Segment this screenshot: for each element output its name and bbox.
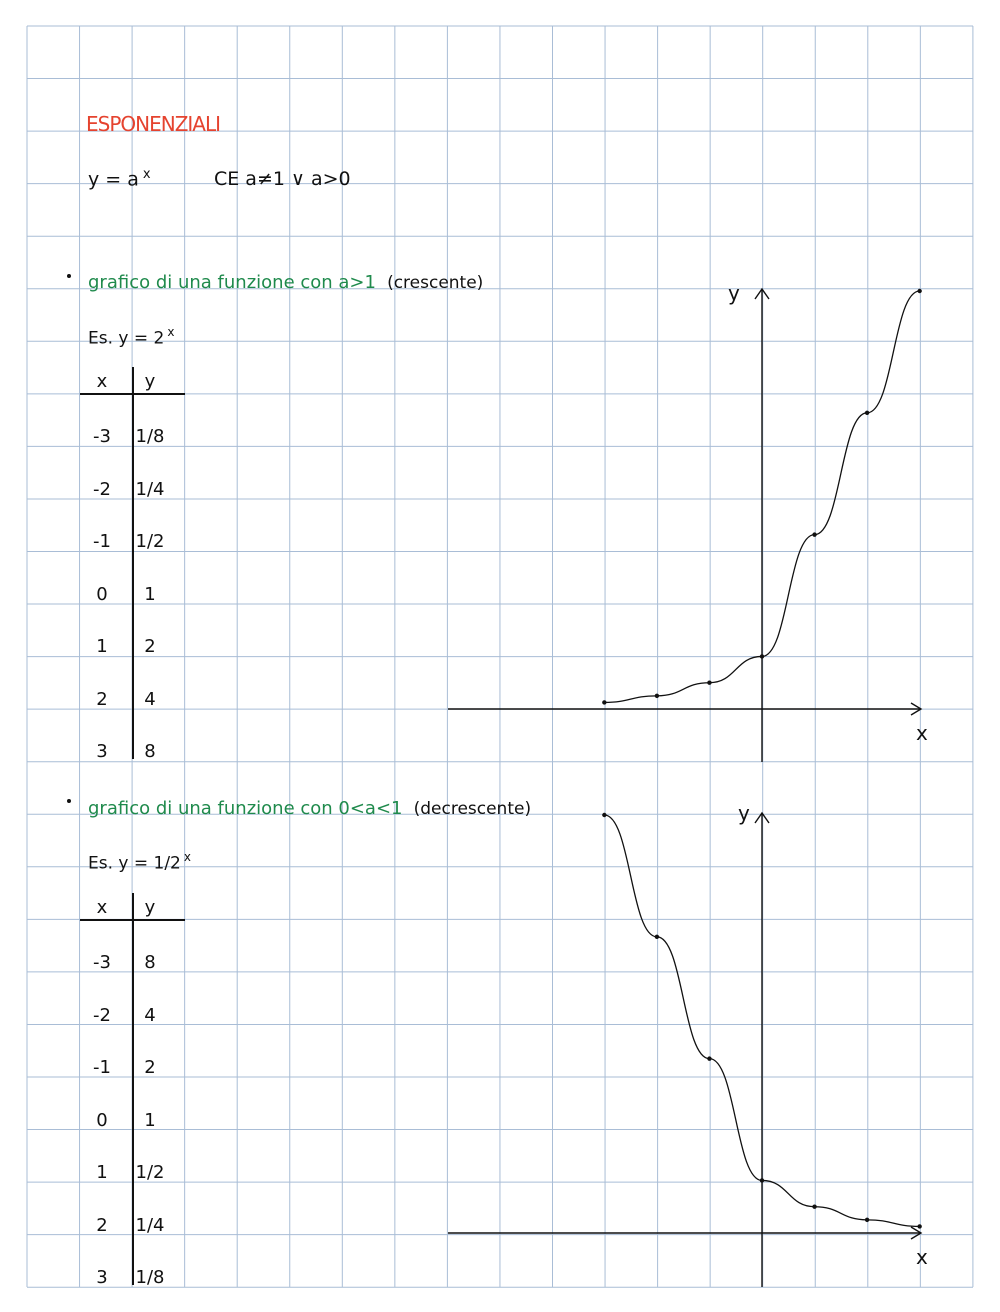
table-cell-x: 1 bbox=[96, 636, 108, 657]
data-point bbox=[760, 1178, 764, 1182]
table-cell-y: 2 bbox=[144, 636, 156, 657]
table-cell-y: 1/2 bbox=[135, 1162, 165, 1183]
table-cell-y: 1/8 bbox=[135, 1267, 165, 1288]
formula-exponent: x bbox=[142, 167, 151, 182]
table-cell-x: 2 bbox=[96, 688, 108, 710]
section2-heading: grafico di una funzione con 0<a<1 bbox=[88, 798, 403, 819]
table-cell-y: 1 bbox=[144, 583, 156, 605]
data-point bbox=[865, 1218, 869, 1222]
table-cell-x: 0 bbox=[96, 583, 108, 605]
table-header-y: y bbox=[144, 897, 156, 918]
table-cell-y: 2 bbox=[144, 1057, 156, 1078]
table-cell-x: 3 bbox=[96, 1267, 108, 1288]
formula-base: y = a bbox=[88, 168, 139, 191]
table-cell-y: 4 bbox=[144, 688, 156, 710]
y-axis-label: y bbox=[728, 281, 740, 305]
page-title: ESPONENZIALI bbox=[86, 112, 221, 136]
table-header-x: x bbox=[96, 897, 108, 918]
section1-heading: grafico di una funzione con a>1 bbox=[88, 272, 376, 293]
data-point bbox=[655, 935, 659, 939]
table-cell-y: 1 bbox=[144, 1109, 156, 1131]
data-point bbox=[917, 1224, 921, 1228]
table-cell-x: -3 bbox=[93, 952, 111, 973]
y-axis-label: y bbox=[738, 801, 750, 825]
table-cell-x: -3 bbox=[93, 426, 111, 447]
table-cell-x: -2 bbox=[93, 1004, 111, 1026]
data-point bbox=[707, 1056, 711, 1060]
table-cell-y: 1/2 bbox=[135, 531, 165, 552]
table-cell-x: -1 bbox=[93, 1057, 111, 1078]
section2-note: (decrescente) bbox=[413, 799, 532, 819]
table-header-x: x bbox=[96, 371, 108, 392]
table-cell-x: 3 bbox=[96, 741, 108, 762]
table-cell-y: 1/4 bbox=[135, 478, 165, 500]
example-exponent: x bbox=[167, 325, 175, 339]
definition-condition: CE a≠1 ∨ a>0 bbox=[214, 168, 351, 190]
example-base: Es. y = 1/2 bbox=[88, 853, 181, 874]
example-exponent: x bbox=[183, 850, 191, 864]
table-cell-y: 8 bbox=[144, 952, 156, 973]
data-point bbox=[602, 813, 606, 817]
example-base: Es. y = 2 bbox=[88, 328, 165, 349]
table-cell-x: 2 bbox=[96, 1214, 108, 1236]
table-cell-y: 1/4 bbox=[135, 1214, 165, 1236]
data-point bbox=[812, 1205, 816, 1209]
table-cell-y: 8 bbox=[144, 741, 156, 762]
table-cell-x: -2 bbox=[93, 478, 111, 500]
x-axis-label: x bbox=[916, 721, 928, 745]
section1-note: (crescente) bbox=[387, 273, 484, 293]
table-cell-y: 4 bbox=[144, 1004, 156, 1026]
table-cell-y: 1/8 bbox=[135, 426, 165, 447]
table-cell-x: 1 bbox=[96, 1162, 108, 1183]
x-axis-label: x bbox=[916, 1245, 928, 1269]
table-header-y: y bbox=[144, 371, 156, 392]
table-cell-x: -1 bbox=[93, 531, 111, 552]
table-cell-x: 0 bbox=[96, 1109, 108, 1131]
